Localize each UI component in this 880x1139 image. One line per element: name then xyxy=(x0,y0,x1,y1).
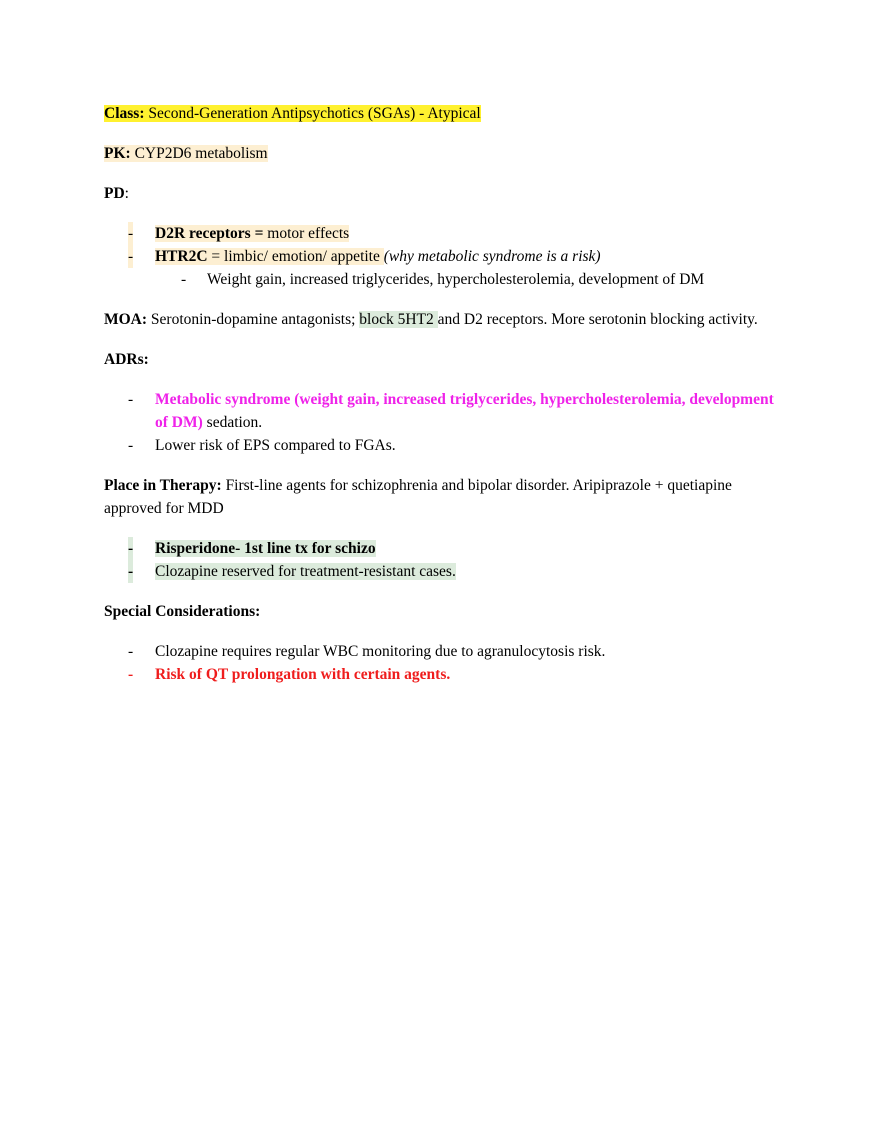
adr-metabolic: Metabolic syndrome (weight gain, increased triglycerides, hypercholesterolemia, development of DM) xyxy=(155,391,774,431)
pk-text: CYP2D6 metabolism xyxy=(130,145,268,162)
list-item xyxy=(104,222,784,245)
therapy-list xyxy=(104,537,784,583)
class-line xyxy=(104,102,784,125)
pd-list xyxy=(104,222,784,291)
therapy-paragraph xyxy=(104,474,784,520)
special-label: Special Considerations: xyxy=(104,603,261,620)
bullet-dash: - xyxy=(128,245,133,268)
special-qt: Risk of QT prolongation with certain agents. xyxy=(155,666,451,683)
bullet-dash: - xyxy=(128,222,133,245)
list-item xyxy=(104,434,784,457)
therapy-text: First-line agents for schizophrenia and bipolar disorder. Aripiprazole + quetiapine approved for MDD xyxy=(104,477,732,517)
special-heading xyxy=(104,600,784,623)
pd-item-htr2c xyxy=(155,248,384,265)
list-item xyxy=(104,245,784,268)
pd-item-italic: (why metabolic syndrome is a risk) xyxy=(383,248,601,265)
moa-text-rest: and D2 receptors. More serotonin blocking activity. xyxy=(437,311,758,328)
special-wbc: Clozapine requires regular WBC monitoring due to agranulocytosis risk. xyxy=(155,643,606,660)
bullet-dash: - xyxy=(128,391,134,408)
moa-paragraph xyxy=(104,308,784,331)
class-highlight xyxy=(104,105,481,122)
pk-label: PK: xyxy=(104,145,131,162)
pd-item-bold: HTR2C xyxy=(155,248,208,265)
class-text: Second-Generation Antipsychotics (SGAs) - Atypical xyxy=(144,105,481,122)
therapy-label: Place in Therapy: xyxy=(104,477,222,494)
pd-colon: : xyxy=(124,185,129,202)
pd-label: PD xyxy=(104,185,125,202)
pd-subitem-text: Weight gain, increased triglycerides, hypercholesterolemia, development of DM xyxy=(207,271,705,288)
list-subitem xyxy=(104,268,784,291)
moa-highlight: block 5HT2 xyxy=(359,311,438,328)
therapy-risperidone: Risperidone- 1st line tx for schizo xyxy=(155,540,376,557)
bullet-dash: - xyxy=(128,437,134,454)
adr-sedation: sedation. xyxy=(202,414,263,431)
bullet-dash: - xyxy=(181,271,187,288)
class-label: Class: xyxy=(104,105,145,122)
bullet-dash: - xyxy=(128,560,133,583)
pd-item-bold: D2R receptors = xyxy=(155,225,264,242)
bullet-dash: - xyxy=(128,643,134,660)
pk-highlight xyxy=(104,145,268,162)
adr-eps: Lower risk of EPS compared to FGAs. xyxy=(155,437,396,454)
bullet-dash: - xyxy=(128,537,133,560)
pk-line xyxy=(104,142,784,165)
therapy-clozapine: Clozapine reserved for treatment-resistant cases. xyxy=(155,563,456,580)
pd-item-text: motor effects xyxy=(263,225,350,242)
adrs-list xyxy=(104,388,784,457)
pd-item-text: = limbic/ emotion/ appetite xyxy=(207,248,384,265)
pd-heading xyxy=(104,182,784,205)
document-body xyxy=(104,102,784,703)
moa-label: MOA: xyxy=(104,311,148,328)
pd-item-d2r xyxy=(155,225,349,242)
list-item xyxy=(104,560,784,583)
special-list xyxy=(104,640,784,686)
list-item xyxy=(104,537,784,560)
list-item xyxy=(104,388,784,434)
bullet-dash: - xyxy=(128,666,134,683)
list-item xyxy=(104,640,784,663)
adrs-label: ADRs: xyxy=(104,351,149,368)
adrs-heading xyxy=(104,348,784,371)
list-item xyxy=(104,663,784,686)
moa-text: Serotonin-dopamine antagonists; xyxy=(147,311,360,328)
